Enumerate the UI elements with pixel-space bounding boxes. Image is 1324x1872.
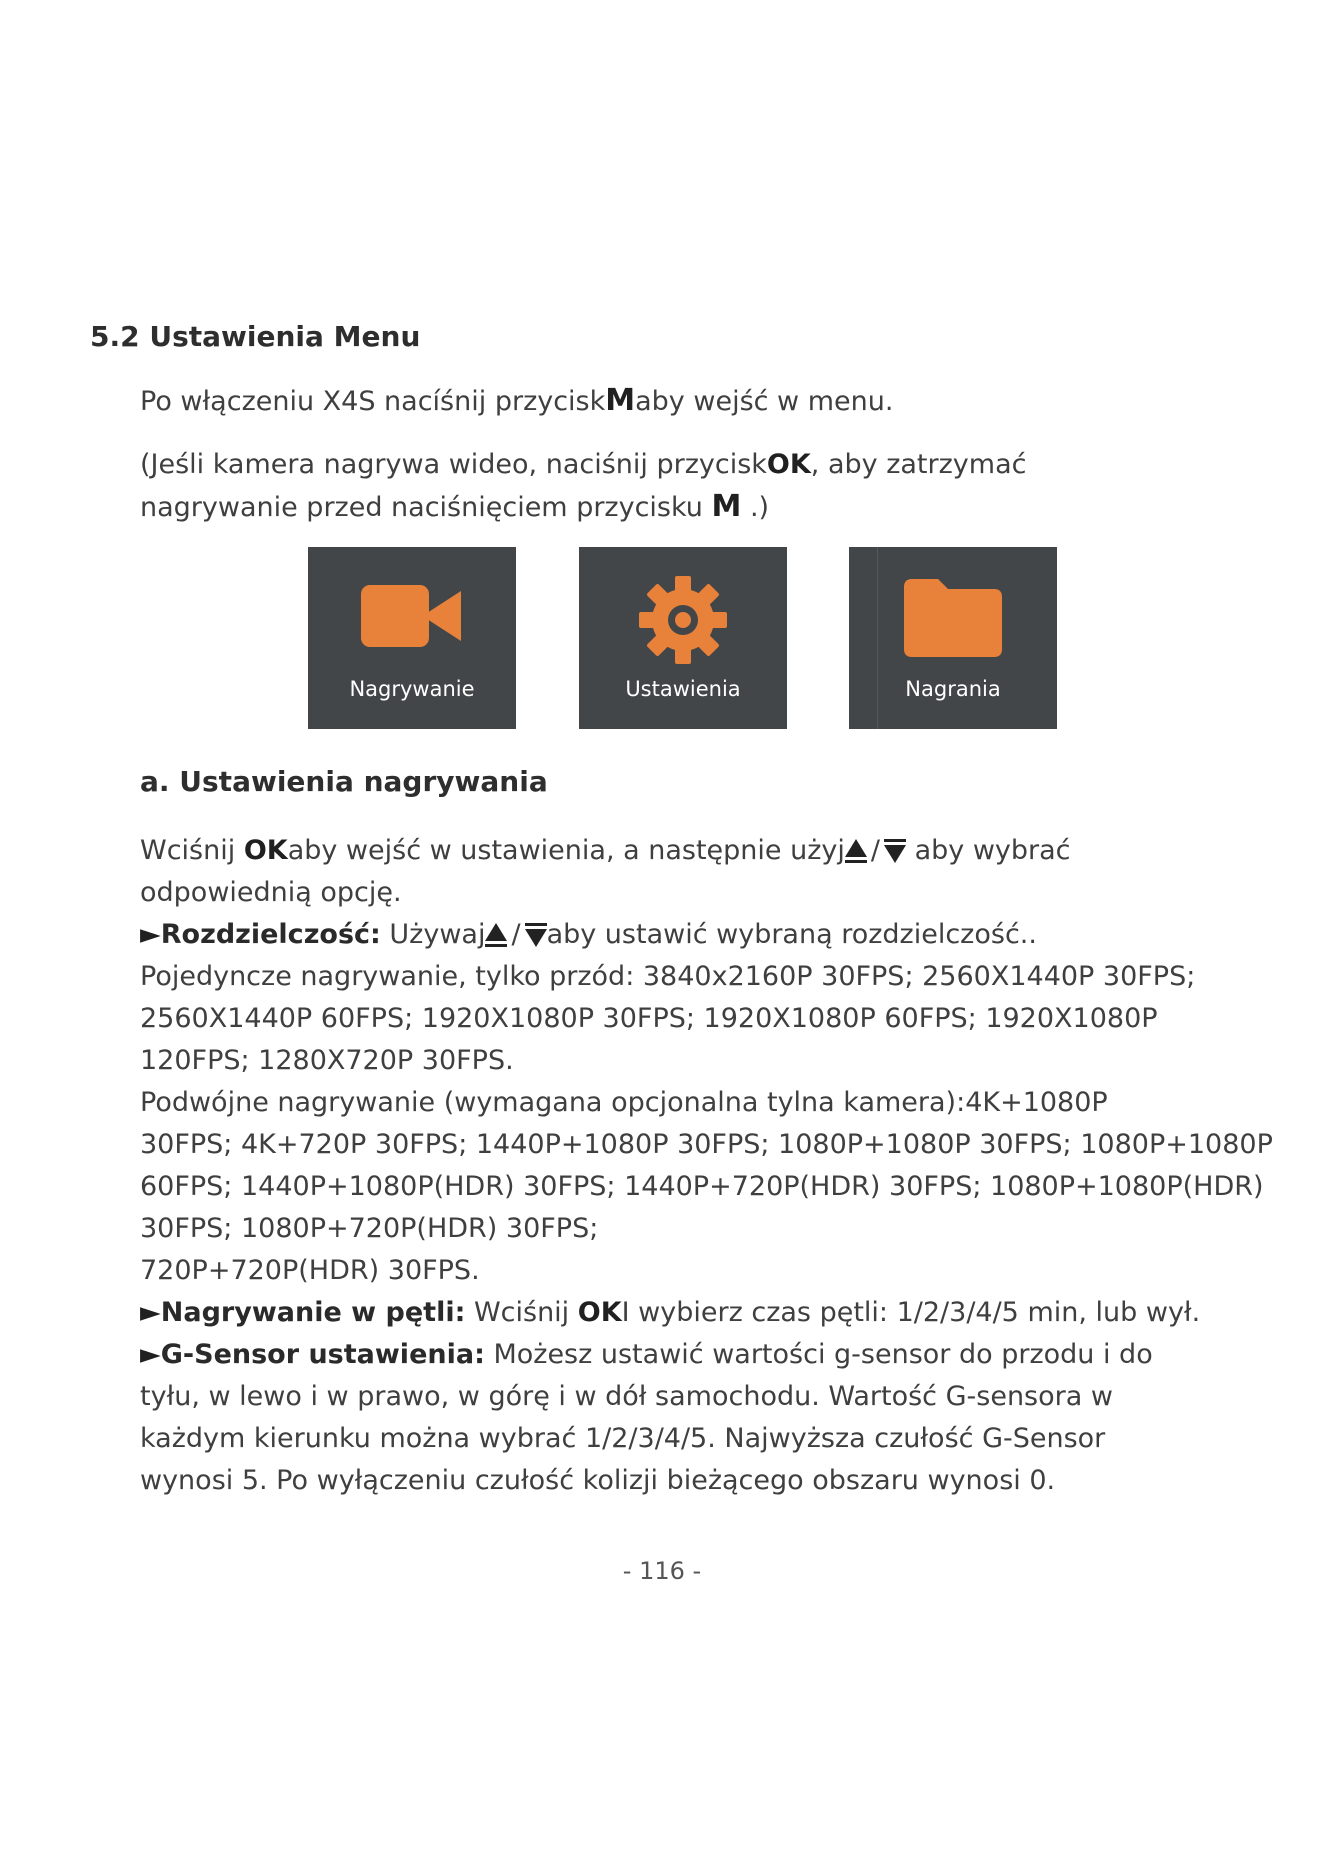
gear-icon bbox=[633, 575, 733, 665]
intro-text: , aby zatrzymać bbox=[810, 449, 1027, 480]
slash: / bbox=[511, 919, 521, 950]
bullet-triangle: ► bbox=[140, 1339, 161, 1370]
body-line bbox=[140, 1292, 1260, 1334]
body-line: Pojedyncze nagrywanie, tylko przód: 3840x2160P 30FPS; 2560X1440P 30FPS; bbox=[140, 961, 1196, 992]
bullet-triangle: ► bbox=[140, 1297, 161, 1328]
bullet-lead: G-Sensor ustawienia: bbox=[160, 1339, 485, 1370]
tile-label: Nagrania bbox=[905, 677, 1001, 701]
video-camera-icon bbox=[357, 575, 467, 655]
body-line: 60FPS; 1440P+1080P(HDR) 30FPS; 1440P+720P(HDR) 30FPS; 1080P+1080P(HDR) bbox=[140, 1171, 1264, 1202]
text: aby wybrać bbox=[914, 835, 1071, 866]
menu-tiles bbox=[308, 547, 1058, 729]
text: aby wejść w ustawienia, a następnie użyj bbox=[287, 835, 845, 866]
menu-tile-recordings[interactable] bbox=[849, 547, 1057, 729]
body-line: 30FPS; 4K+720P 30FPS; 1440P+1080P 30FPS; 1080P+1080P 30FPS; 1080P+1080P bbox=[140, 1129, 1273, 1160]
bullet-lead: Nagrywanie w pętli: bbox=[160, 1297, 466, 1328]
text: Możesz ustawić wartości g-sensor do przodu i do bbox=[484, 1339, 1153, 1370]
intro-text: aby wejść w menu. bbox=[635, 386, 894, 417]
menu-tile-recording[interactable] bbox=[308, 547, 516, 729]
menu-tile-settings[interactable] bbox=[579, 547, 787, 729]
down-arrow-icon bbox=[884, 845, 906, 863]
slash: / bbox=[870, 835, 880, 866]
body-line: odpowiednią opcję. bbox=[140, 877, 402, 908]
m-key-label: M bbox=[711, 489, 742, 524]
bullet-triangle: ► bbox=[140, 919, 161, 950]
tile-divider bbox=[877, 547, 878, 729]
text: Używaj bbox=[380, 919, 486, 950]
up-arrow-icon bbox=[845, 839, 867, 857]
intro-text: nagrywanie przed naciśnięciem przycisku bbox=[140, 492, 703, 523]
section-title: 5.2 Ustawienia Menu bbox=[90, 320, 421, 353]
ok-key-label: OK bbox=[243, 835, 288, 866]
page-number: - 116 - bbox=[622, 1557, 702, 1585]
intro-line-3 bbox=[140, 486, 1270, 529]
body-text bbox=[140, 830, 1273, 1502]
text: aby ustawić wybraną rozdzielczość.. bbox=[546, 919, 1037, 950]
subsection-title: a. Ustawienia nagrywania bbox=[140, 765, 548, 798]
body-line: 2560X1440P 60FPS; 1920X1080P 30FPS; 1920X1080P 60FPS; 1920X1080P bbox=[140, 1003, 1158, 1034]
up-arrow-icon bbox=[485, 923, 507, 941]
text: I wybierz czas pętli: 1/2/3/4/5 min, lub wył. bbox=[621, 1297, 1201, 1328]
down-arrow-icon bbox=[525, 929, 547, 947]
body-line bbox=[140, 830, 1260, 872]
body-line: każdym kierunku można wybrać 1/2/3/4/5. Najwyższa czułość G-Sensor bbox=[140, 1423, 1106, 1454]
text: Wciśnij bbox=[465, 1297, 578, 1328]
body-line: tyłu, w lewo i w prawo, w górę i w dół samochodu. Wartość G-sensora w bbox=[140, 1381, 1113, 1412]
tile-label: Ustawienia bbox=[625, 677, 741, 701]
intro-line-1 bbox=[140, 380, 1270, 423]
body-line: 30FPS; 1080P+720P(HDR) 30FPS; bbox=[140, 1213, 599, 1244]
ok-key-label: OK bbox=[766, 449, 811, 480]
text: Wciśnij bbox=[140, 835, 244, 866]
body-line bbox=[140, 914, 1260, 956]
intro-text: (Jeśli kamera nagrywa wideo, naciśnij przycisk bbox=[140, 449, 767, 480]
folder-icon bbox=[898, 575, 1008, 661]
m-key-label: M bbox=[605, 383, 636, 418]
tile-label: Nagrywanie bbox=[349, 677, 475, 701]
intro-line-2 bbox=[140, 444, 1270, 486]
intro-text: .) bbox=[741, 492, 770, 523]
body-line: 720P+720P(HDR) 30FPS. bbox=[140, 1255, 480, 1286]
body-line: 120FPS; 1280X720P 30FPS. bbox=[140, 1045, 514, 1076]
body-line: Podwójne nagrywanie (wymagana opcjonalna tylna kamera):4K+1080P bbox=[140, 1087, 1108, 1118]
body-line bbox=[140, 1334, 1260, 1376]
ok-key-label: OK bbox=[577, 1297, 622, 1328]
body-line: wynosi 5. Po wyłączeniu czułość kolizji bieżącego obszaru wynosi 0. bbox=[140, 1465, 1056, 1496]
intro-text: Po włączeniu X4S nacíśnij przycisk bbox=[140, 386, 606, 417]
bullet-lead: Rozdzielczość: bbox=[160, 919, 381, 950]
